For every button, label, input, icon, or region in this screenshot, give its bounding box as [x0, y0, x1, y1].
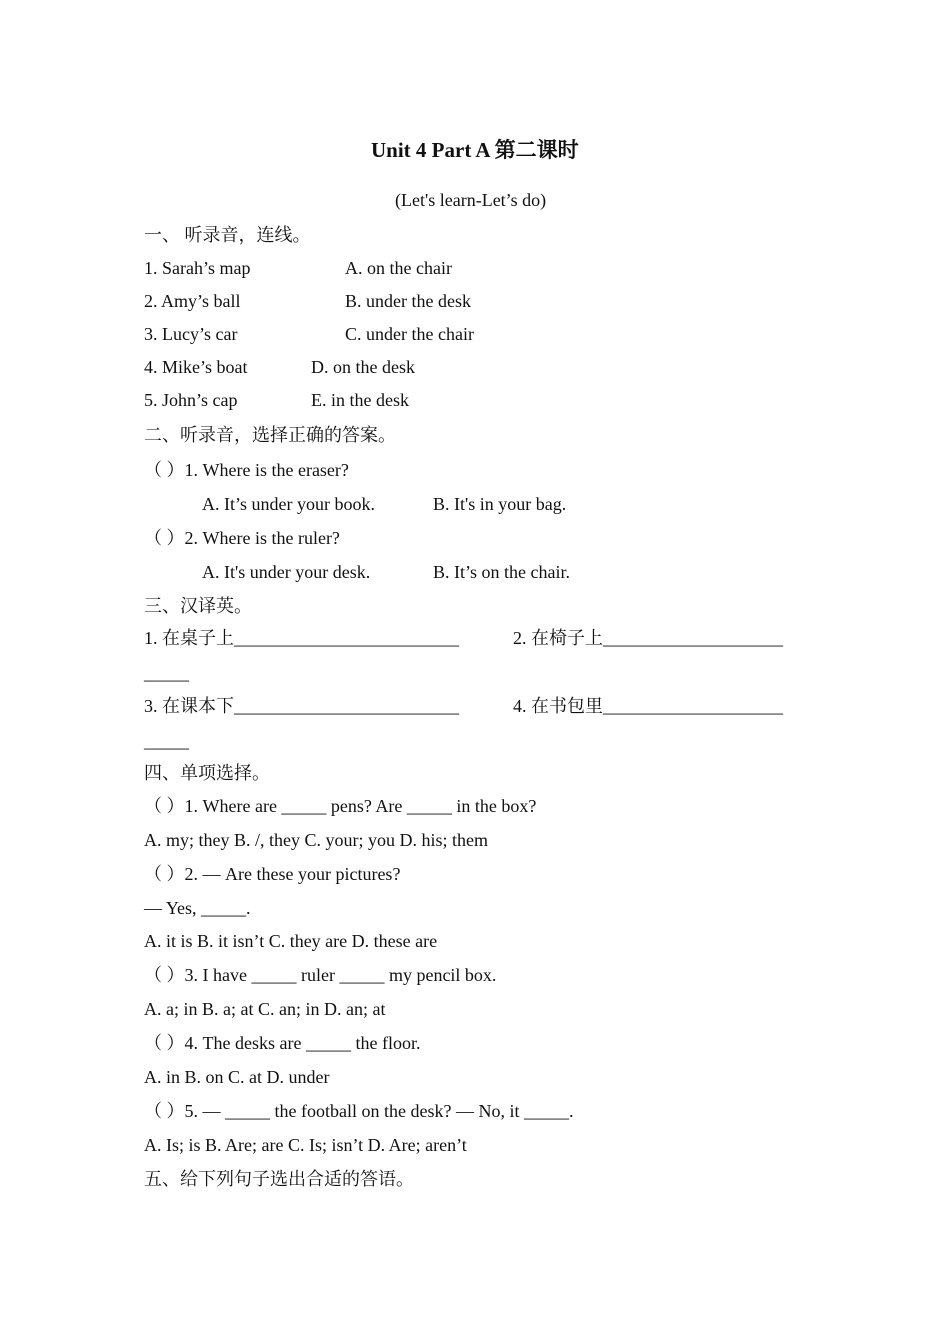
match-right-item: A. on the chair: [345, 258, 452, 278]
match-left-item: 5. John’s cap: [144, 390, 238, 410]
match-left-item: 2. Amy’s ball: [144, 291, 241, 311]
page-subtitle: (Let's learn-Let’s do): [395, 190, 547, 210]
question-2-option-a: A. It's under your desk.: [202, 562, 371, 582]
match-right-item: B. under the desk: [345, 291, 471, 311]
match-right-item: E. in the desk: [311, 390, 409, 410]
choice-line: （ ）3. I have _____ ruler _____ my pencil box.: [144, 965, 497, 985]
section-2-heading: 二、听录音，选择正确的答案。: [144, 425, 396, 445]
choice-line: （ ）4. The desks are _____ the floor.: [144, 1033, 421, 1053]
choice-line: — Yes, _____.: [144, 898, 251, 918]
section-4-heading: 四、单项选择。: [144, 763, 270, 783]
choice-line: A. Is; is B. Are; are C. Is; isn’t D. Are; aren’t: [144, 1135, 467, 1155]
translation-item-2-continued: _____: [144, 663, 189, 683]
choice-line: （ ）2. — Are these your pictures?: [144, 864, 401, 884]
question-2: （ ）2. Where is the ruler?: [144, 528, 340, 548]
translation-item-4: 4. 在书包里____________________: [513, 696, 783, 716]
choice-line: （ ）5. — _____ the football on the desk? — No, it _____.: [144, 1101, 574, 1121]
question-1-option-b: B. It's in your bag.: [433, 494, 567, 514]
match-left-item: 3. Lucy’s car: [144, 324, 238, 344]
page-title: Unit 4 Part A 第二课时: [371, 138, 579, 162]
translation-item-2: 2. 在椅子上____________________: [513, 628, 783, 648]
question-1-option-a: A. It’s under your book.: [202, 494, 375, 514]
choice-line: （ ）1. Where are _____ pens? Are _____ in the box?: [144, 796, 537, 816]
choice-line: A. in B. on C. at D. under: [144, 1067, 330, 1087]
section-1-heading: 一、 听录音，连线。: [144, 225, 311, 245]
section-5-heading: 五、给下列句子选出合适的答语。: [144, 1169, 414, 1189]
choice-line: A. my; they B. /, they C. your; you D. his; them: [144, 830, 488, 850]
choice-line: A. a; in B. a; at C. an; in D. an; at: [144, 999, 386, 1019]
match-left-item: 1. Sarah’s map: [144, 258, 251, 278]
question-2-option-b: B. It’s on the chair.: [433, 562, 570, 582]
translation-item-1: 1. 在桌子上_________________________: [144, 628, 459, 648]
choice-line: A. it is B. it isn’t C. they are D. these are: [144, 931, 438, 951]
match-left-item: 4. Mike’s boat: [144, 357, 248, 377]
match-right-item: C. under the chair: [345, 324, 474, 344]
section-3-heading: 三、汉译英。: [144, 596, 252, 616]
translation-item-4-continued: _____: [144, 731, 189, 751]
translation-item-3: 3. 在课本下_________________________: [144, 696, 459, 716]
match-right-item: D. on the desk: [311, 357, 415, 377]
question-1: （ ）1. Where is the eraser?: [144, 460, 349, 480]
